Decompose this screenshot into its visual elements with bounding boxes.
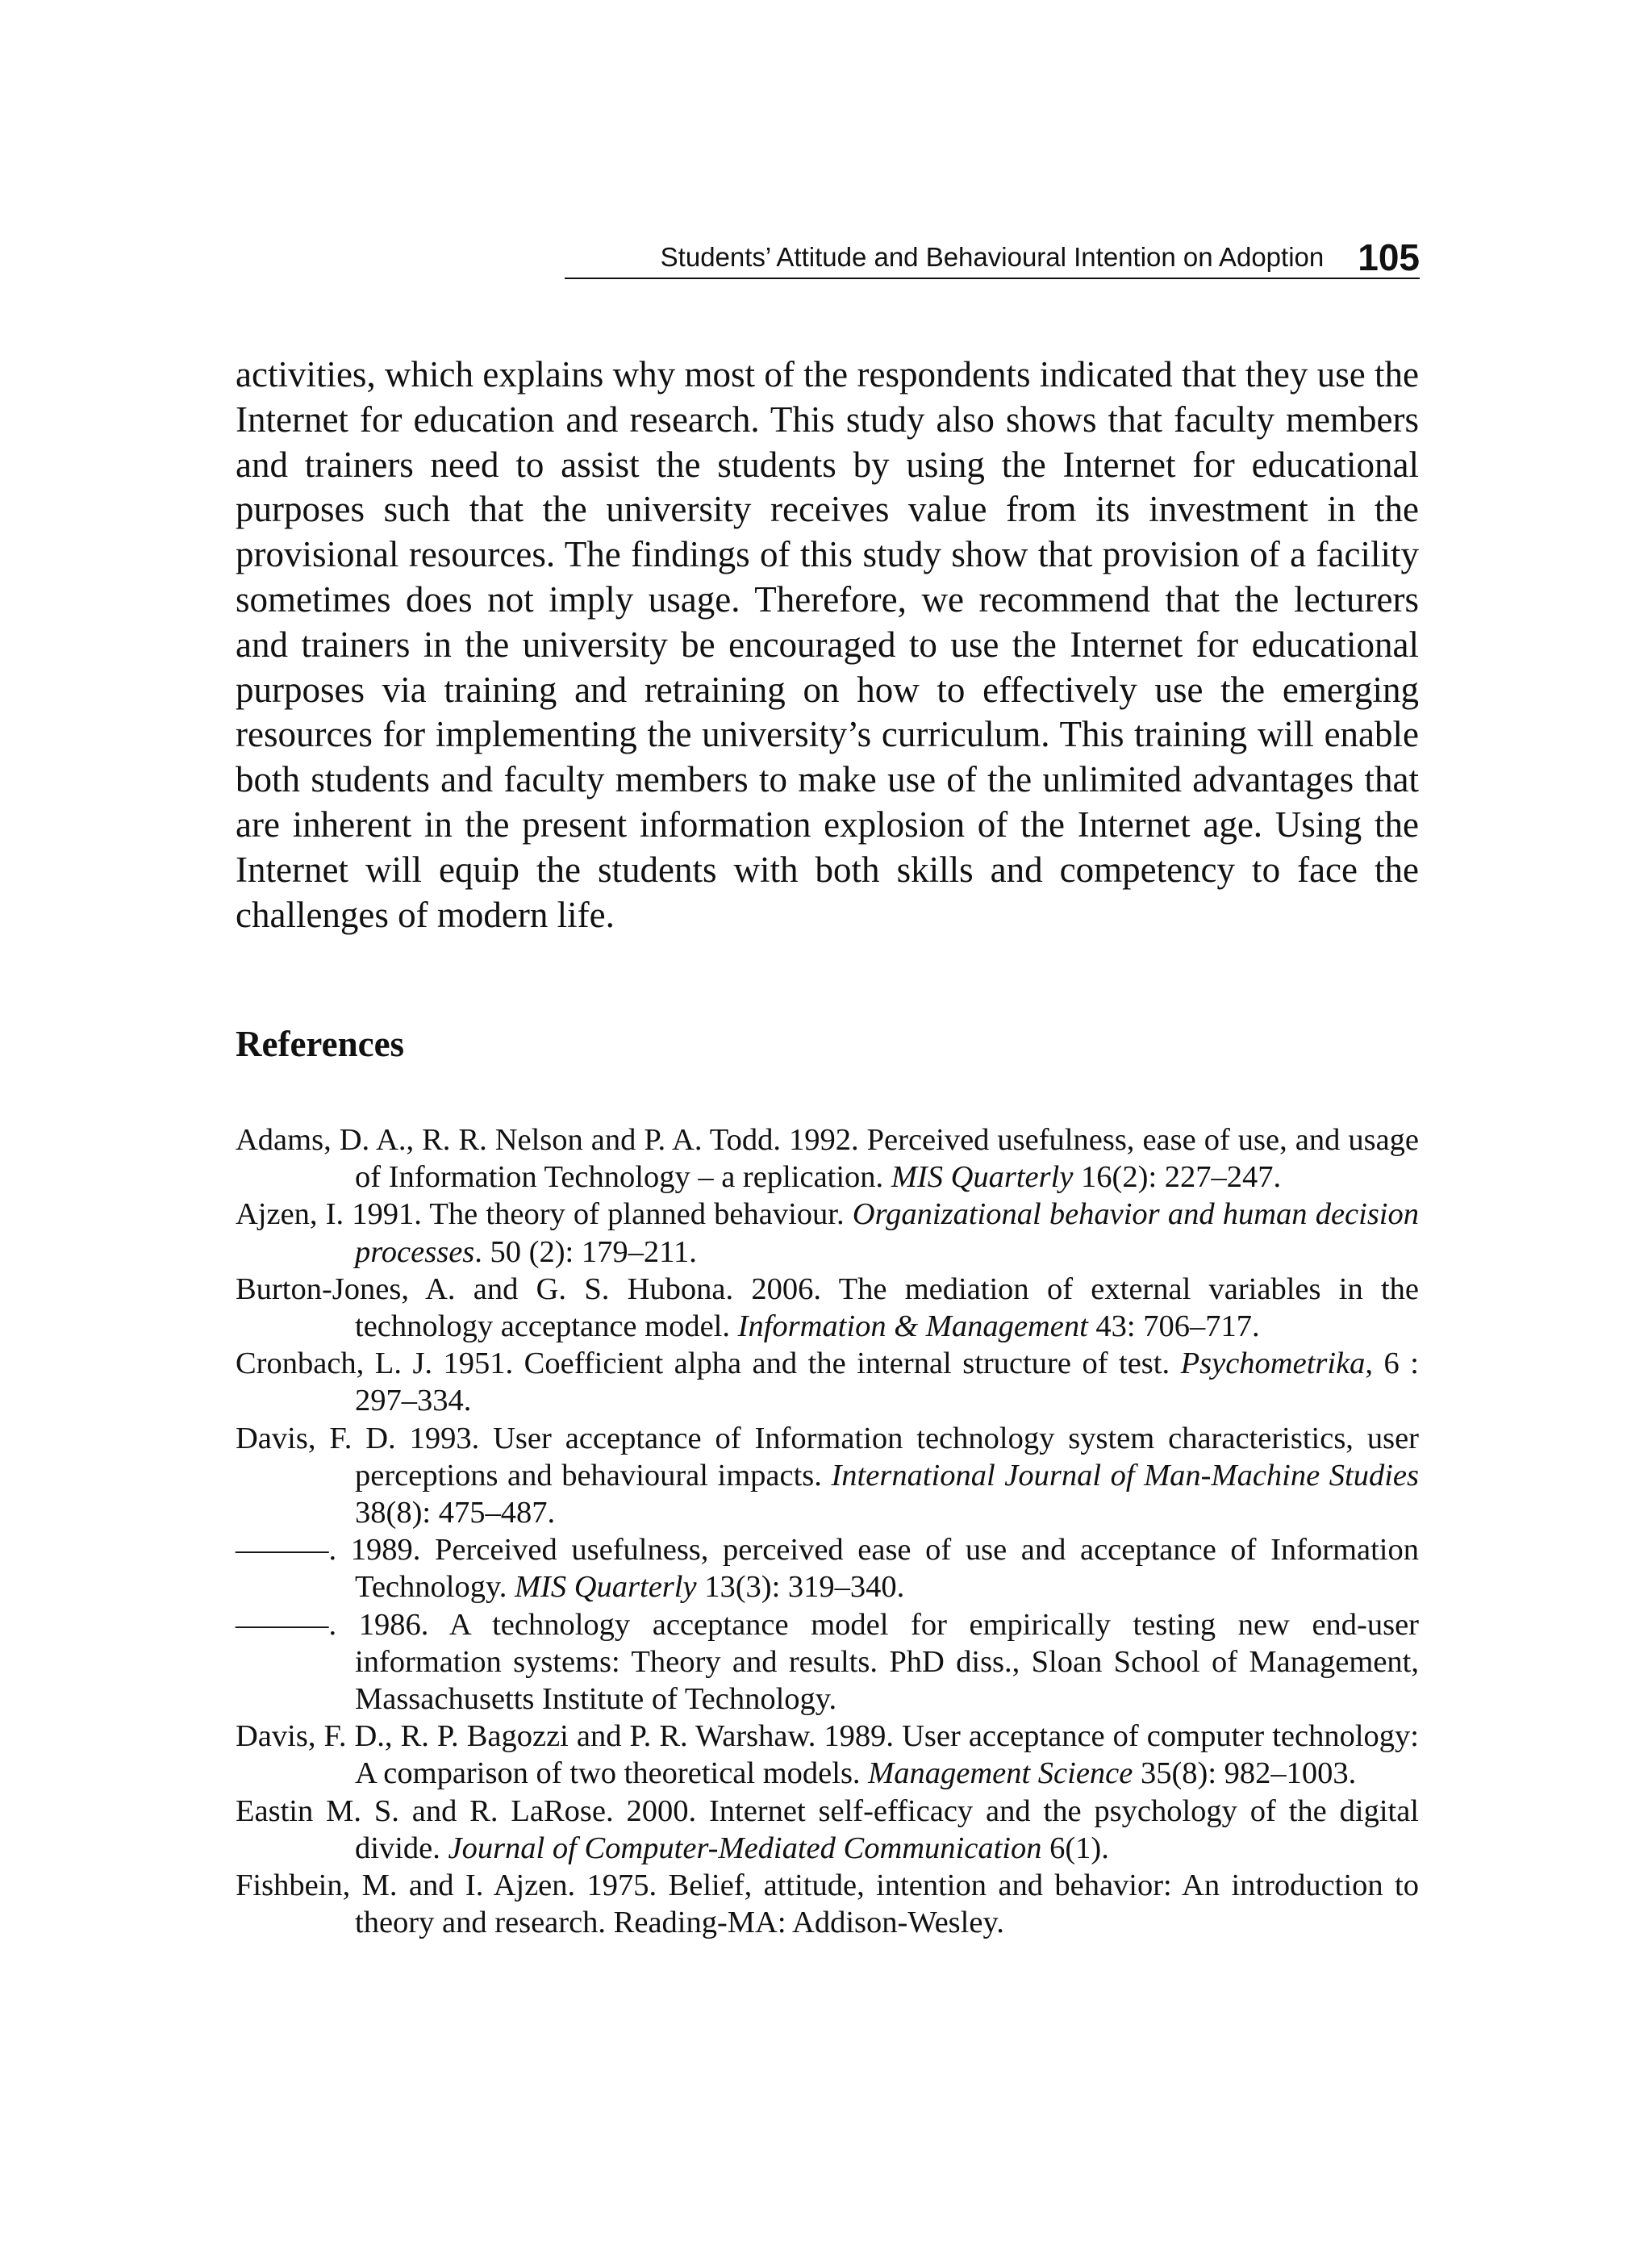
page-number: 105	[1358, 236, 1420, 278]
body-paragraph: activities, which explains why most of the respondents indicated that they use the Internet for education and research. This study also shows that faculty members and trainers need to assist the students by using the Internet for educational purposes such that the university receives value from its investment in the provisional resources. The findings of this study show that provision of a facility sometimes does not imply usage. Therefore, we recommend that the lecturers and trainers in the university be encouraged to use the Internet for educational purposes via training and retraining on how to effectively use the emerging resources for implementing the university’s curriculum. This training will enable both students and faculty members to make use of the unlimited advantages that are inherent in the present information explosion of the Internet age. Using the Internet will equip the students with both skills and competency to face the challenges of modern life.	[236, 354, 1419, 935]
reference-entry	[236, 1718, 1419, 1792]
reference-details: 35(8): 982–1003.	[1133, 1756, 1357, 1791]
reference-source: Organizational behavior and human decision processes	[355, 1197, 1419, 1269]
running-header	[565, 231, 1420, 279]
reference-entry	[236, 1196, 1419, 1270]
reference-source: Management Science	[868, 1756, 1133, 1791]
reference-text: Cronbach, L. J. 1951. Coefficient alpha and the internal structure of test.	[236, 1346, 1181, 1381]
reference-text: ———. 1986. A technology acceptance model for empirically testing new end-user information systems: Theory and results. PhD diss., Sloan School of Management, Massachusetts Institute of Technology.	[236, 1607, 1419, 1717]
reference-text: ———. 1989. Perceived usefulness, perceived ease of use and acceptance of Information Technology.	[236, 1533, 1419, 1605]
reference-source: Journal of Computer-Mediated Communication	[448, 1831, 1042, 1865]
reference-text: Fishbein, M. and I. Ajzen. 1975. Belief, attitude, intention and behavior: An introduction to theory and research. Reading-MA: Addison-Wesley.	[236, 1868, 1419, 1940]
reference-entry	[236, 1867, 1419, 1941]
reference-details: . 50 (2): 179–211.	[474, 1234, 697, 1269]
reference-entry	[236, 1793, 1419, 1867]
reference-text: Burton-Jones, A. and G. S. Hubona. 2006. The mediation of external variables in the technology acceptance model.	[236, 1271, 1419, 1344]
reference-text: Davis, F. D., R. P. Bagozzi and P. R. Warshaw. 1989. User acceptance of computer technology: A comparison of two theoretical models.	[236, 1719, 1419, 1791]
reference-text: Adams, D. A., R. R. Nelson and P. A. Todd. 1992. Perceived usefulness, ease of use, and usage of Information Technology – a replication.	[236, 1123, 1419, 1195]
reference-list	[236, 1121, 1419, 1941]
reference-details: 6(1).	[1041, 1831, 1109, 1865]
reference-text: Eastin M. S. and R. LaRose. 2000. Internet self-efficacy and the psychology of the digital divide.	[236, 1793, 1419, 1865]
reference-text: Ajzen, I. 1991. The theory of planned behaviour.	[236, 1197, 853, 1232]
running-title: Students’ Attitude and Behavioural Intention on Adoption	[660, 242, 1325, 272]
reference-source: Information & Management	[737, 1309, 1088, 1344]
reference-entry	[236, 1345, 1419, 1419]
reference-entry	[236, 1606, 1419, 1718]
reference-source: MIS Quarterly	[891, 1160, 1074, 1195]
reference-details: 43: 706–717.	[1087, 1309, 1260, 1344]
reference-details: 13(3): 319–340.	[696, 1570, 905, 1605]
reference-details: , 6 : 297–334.	[355, 1346, 1419, 1418]
reference-details: 16(2): 227–247.	[1073, 1160, 1282, 1195]
reference-entry	[236, 1531, 1419, 1605]
reference-entry	[236, 1271, 1419, 1345]
reference-text: Davis, F. D. 1993. User acceptance of Information technology system characteristics, user perceptions and behavioural impacts.	[236, 1421, 1419, 1493]
references-heading: References	[236, 1024, 405, 1064]
reference-source: International Journal of Man-Machine Studies	[831, 1458, 1419, 1493]
reference-entry	[236, 1420, 1419, 1532]
reference-entry	[236, 1121, 1419, 1196]
reference-source: Psychometrika	[1180, 1346, 1366, 1381]
reference-source: MIS Quarterly	[514, 1570, 697, 1605]
reference-details: 38(8): 475–487.	[355, 1496, 556, 1530]
